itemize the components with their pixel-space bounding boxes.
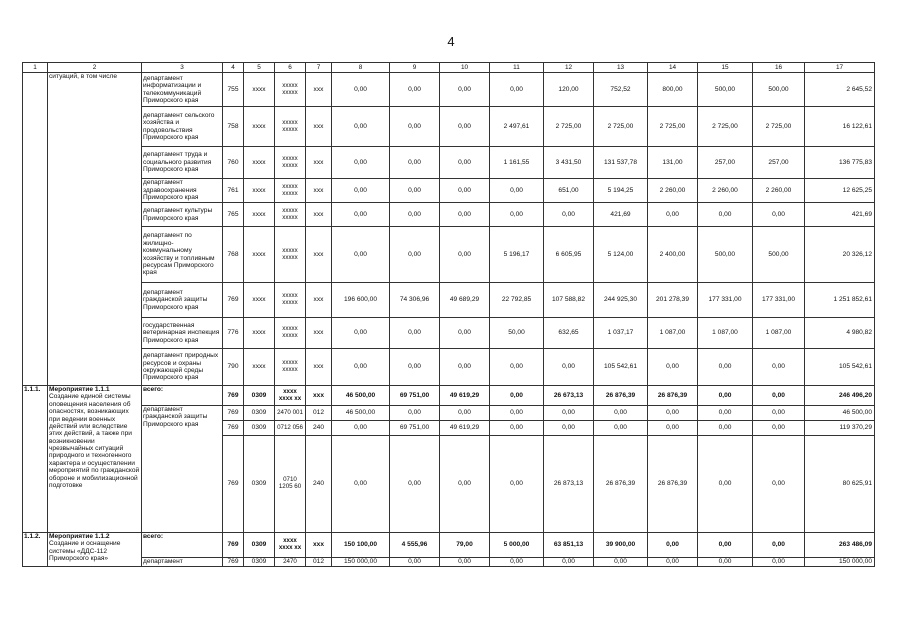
- cell-col6: ххххх ххххх: [275, 73, 306, 107]
- cell-value: 0,00: [390, 147, 440, 179]
- department-name: департамент культуры Приморского края: [142, 203, 223, 227]
- cell-value: 0,00: [698, 421, 753, 436]
- cell-col5: хххх: [244, 349, 275, 386]
- column-header: 11: [490, 63, 544, 73]
- cell-col4: 760: [223, 147, 244, 179]
- cell-col4: 769: [223, 283, 244, 318]
- cell-col6: ххххх ххххх: [275, 203, 306, 227]
- cell-value: 0,00: [490, 421, 544, 436]
- cell-value: 0,00: [698, 406, 753, 421]
- item-title: Мероприятие 1.1.1: [49, 386, 110, 393]
- cell-value: 131 537,78: [594, 147, 648, 179]
- cell-value: 0,00: [332, 179, 390, 203]
- cell-col5: 0309: [244, 406, 275, 421]
- cell-value: 0,00: [440, 558, 490, 567]
- cell-value: 0,00: [648, 203, 698, 227]
- cell-col7: ххх: [306, 318, 332, 349]
- cell-value: 5 196,17: [490, 227, 544, 283]
- cell-col5: хххх: [244, 318, 275, 349]
- cell-col6: 0712 056: [275, 421, 306, 436]
- cell-value: 39 900,00: [594, 533, 648, 558]
- table-row: [23, 558, 875, 567]
- cell-col6: ххххх ххххх: [275, 227, 306, 283]
- column-header: 2: [48, 63, 142, 73]
- cell-value: 0,00: [490, 436, 544, 533]
- code-cell: [23, 73, 48, 386]
- cell-value: 26 876,39: [594, 386, 648, 406]
- cell-col6: 2470: [275, 558, 306, 567]
- cell-value: 0,00: [390, 107, 440, 147]
- cell-value: 2 497,61: [490, 107, 544, 147]
- cell-value: 0,00: [648, 406, 698, 421]
- column-header: 15: [698, 63, 753, 73]
- cell-value: 80 625,91: [805, 436, 875, 533]
- cell-value: 26 673,13: [544, 386, 594, 406]
- cell-value: 244 925,30: [594, 283, 648, 318]
- department-name: департамент сельского хозяйства и продовольствия Приморского края: [142, 107, 223, 147]
- cell-value: 196 600,00: [332, 283, 390, 318]
- cell-value: 49 689,29: [440, 283, 490, 318]
- cell-value: 421,69: [594, 203, 648, 227]
- cell-value: 0,00: [594, 406, 648, 421]
- cell-col6: ххххх ххххх: [275, 349, 306, 386]
- cell-value: 0,00: [440, 107, 490, 147]
- cell-value: 120,00: [544, 73, 594, 107]
- cell-value: 0,00: [753, 421, 805, 436]
- cell-col6: ххххх ххххх: [275, 283, 306, 318]
- total-label: всего:: [142, 386, 223, 406]
- cell-value: 0,00: [332, 203, 390, 227]
- cell-value: 5 000,00: [490, 533, 544, 558]
- department-name: департамент труда и социального развития Приморского края: [142, 147, 223, 179]
- cell-value: 0,00: [332, 318, 390, 349]
- cell-value: 0,00: [490, 386, 544, 406]
- department-name: департамент гражданской защиты Приморского края: [142, 406, 223, 533]
- cell-col4: 761: [223, 179, 244, 203]
- cell-value: 2 645,52: [805, 73, 875, 107]
- cell-col4: 769: [223, 421, 244, 436]
- table-row: [23, 406, 875, 421]
- column-header: 8: [332, 63, 390, 73]
- column-header: 6: [275, 63, 306, 73]
- cell-value: 119 370,29: [805, 421, 875, 436]
- column-header: 13: [594, 63, 648, 73]
- cell-value: 0,00: [698, 203, 753, 227]
- cell-value: 0,00: [490, 406, 544, 421]
- cell-col6: ххххх ххххх: [275, 179, 306, 203]
- table-row: [23, 203, 875, 227]
- column-header: 10: [440, 63, 490, 73]
- cell-value: 246 496,20: [805, 386, 875, 406]
- cell-value: 0,00: [753, 349, 805, 386]
- cell-col6: ххххх ххххх: [275, 318, 306, 349]
- column-header: 9: [390, 63, 440, 73]
- cell-value: 263 486,09: [805, 533, 875, 558]
- cell-value: 177 331,00: [753, 283, 805, 318]
- cell-col4: 769: [223, 386, 244, 406]
- cell-value: 46 500,00: [332, 386, 390, 406]
- cell-value: 1 161,55: [490, 147, 544, 179]
- cell-col7: ххх: [306, 386, 332, 406]
- cell-value: 0,00: [544, 406, 594, 421]
- cell-value: 1 087,00: [698, 318, 753, 349]
- cell-col7: 240: [306, 436, 332, 533]
- cell-value: 752,52: [594, 73, 648, 107]
- cell-value: 2 725,00: [648, 107, 698, 147]
- cell-col5: хххх: [244, 227, 275, 283]
- cell-value: 0,00: [390, 203, 440, 227]
- cell-value: 74 306,96: [390, 283, 440, 318]
- cell-value: 0,00: [390, 179, 440, 203]
- cell-value: 105 542,61: [594, 349, 648, 386]
- cell-value: 2 725,00: [698, 107, 753, 147]
- cell-value: 0,00: [753, 386, 805, 406]
- cell-col4: 765: [223, 203, 244, 227]
- budget-table: [22, 62, 875, 567]
- cell-col5: хххх: [244, 73, 275, 107]
- cell-value: 0,00: [753, 436, 805, 533]
- cell-col5: хххх: [244, 203, 275, 227]
- cell-col5: 0309: [244, 558, 275, 567]
- cell-value: 0,00: [753, 406, 805, 421]
- cell-col7: ххх: [306, 107, 332, 147]
- cell-value: 0,00: [390, 73, 440, 107]
- cell-value: 0,00: [332, 73, 390, 107]
- cell-value: 0,00: [753, 533, 805, 558]
- column-header: 3: [142, 63, 223, 73]
- cell-col7: ххх: [306, 73, 332, 107]
- department-name: департамент информатизации и телекоммуникаций Приморского края: [142, 73, 223, 107]
- cell-value: 50,00: [490, 318, 544, 349]
- cell-value: 800,00: [648, 73, 698, 107]
- cell-col4: 768: [223, 227, 244, 283]
- item-description: [48, 533, 142, 567]
- cell-col6: 0710 1205 60: [275, 436, 306, 533]
- cell-col5: хххх: [244, 283, 275, 318]
- cell-value: 0,00: [440, 227, 490, 283]
- cell-value: 22 792,85: [490, 283, 544, 318]
- cell-col7: ххх: [306, 349, 332, 386]
- cell-value: 12 625,25: [805, 179, 875, 203]
- cell-value: 0,00: [490, 179, 544, 203]
- cell-value: 0,00: [753, 203, 805, 227]
- cell-value: 49 619,29: [440, 386, 490, 406]
- total-label: всего:: [142, 533, 223, 558]
- table-row: [23, 227, 875, 283]
- cell-col4: 758: [223, 107, 244, 147]
- cell-col6: хххх хххх хх: [275, 386, 306, 406]
- cell-value: 0,00: [332, 421, 390, 436]
- cell-value: 0,00: [332, 436, 390, 533]
- cell-value: 20 326,12: [805, 227, 875, 283]
- cell-value: 16 122,61: [805, 107, 875, 147]
- cell-value: 150 100,00: [332, 533, 390, 558]
- cell-col6: 2470 001: [275, 406, 306, 421]
- cell-value: 0,00: [440, 147, 490, 179]
- cell-value: 2 725,00: [753, 107, 805, 147]
- cell-value: 0,00: [698, 558, 753, 567]
- cell-value: 69 751,00: [390, 386, 440, 406]
- cell-col5: 0309: [244, 533, 275, 558]
- cell-value: 46 500,00: [332, 406, 390, 421]
- cell-value: 2 260,00: [753, 179, 805, 203]
- cell-value: 0,00: [440, 349, 490, 386]
- department-name: департамент по жилищно-коммунальному хозяйству и топливным ресурсам Приморского края: [142, 227, 223, 283]
- cell-value: 79,00: [440, 533, 490, 558]
- cell-value: 107 588,82: [544, 283, 594, 318]
- cell-value: 0,00: [648, 349, 698, 386]
- cell-value: 1 087,00: [753, 318, 805, 349]
- cell-col7: 012: [306, 406, 332, 421]
- cell-value: 0,00: [390, 318, 440, 349]
- cell-value: 0,00: [390, 436, 440, 533]
- cell-value: 0,00: [390, 558, 440, 567]
- cell-value: 0,00: [698, 386, 753, 406]
- cell-value: 26 876,39: [648, 386, 698, 406]
- cell-value: 0,00: [544, 349, 594, 386]
- cell-col7: ххх: [306, 147, 332, 179]
- cell-col5: 0309: [244, 436, 275, 533]
- cell-value: 1 251 852,61: [805, 283, 875, 318]
- cell-value: 0,00: [698, 533, 753, 558]
- cell-col7: ххх: [306, 533, 332, 558]
- cell-value: 1 087,00: [648, 318, 698, 349]
- cell-col7: ххх: [306, 227, 332, 283]
- cell-value: 0,00: [440, 179, 490, 203]
- cell-value: 0,00: [648, 533, 698, 558]
- cell-value: 500,00: [753, 227, 805, 283]
- column-header: 12: [544, 63, 594, 73]
- item-code: 1.1.1.: [23, 386, 48, 533]
- cell-col4: 769: [223, 533, 244, 558]
- cell-value: 3 431,50: [544, 147, 594, 179]
- cell-value: 0,00: [332, 147, 390, 179]
- cell-value: 0,00: [544, 203, 594, 227]
- cell-value: 26 876,39: [648, 436, 698, 533]
- cell-value: 150 000,00: [805, 558, 875, 567]
- cell-value: 0,00: [390, 349, 440, 386]
- cell-value: 651,00: [544, 179, 594, 203]
- cell-value: 2 260,00: [698, 179, 753, 203]
- cell-value: 2 260,00: [648, 179, 698, 203]
- cell-col7: ххх: [306, 179, 332, 203]
- cell-col4: 776: [223, 318, 244, 349]
- column-header: 14: [648, 63, 698, 73]
- cell-col4: 790: [223, 349, 244, 386]
- cell-value: 257,00: [753, 147, 805, 179]
- cell-col7: 240: [306, 421, 332, 436]
- cell-col7: 012: [306, 558, 332, 567]
- cell-col5: 0309: [244, 386, 275, 406]
- cell-value: 5 194,25: [594, 179, 648, 203]
- cell-value: 500,00: [698, 227, 753, 283]
- page-number: 4: [447, 34, 455, 49]
- cell-col5: хххх: [244, 107, 275, 147]
- cell-value: 131,00: [648, 147, 698, 179]
- table-row: [23, 318, 875, 349]
- cell-value: 0,00: [698, 349, 753, 386]
- cell-value: 4 555,96: [390, 533, 440, 558]
- cell-col6: ххххх ххххх: [275, 107, 306, 147]
- cell-value: 46 500,00: [805, 406, 875, 421]
- cell-value: 49 619,29: [440, 421, 490, 436]
- cell-value: 0,00: [753, 558, 805, 567]
- cell-value: 4 980,82: [805, 318, 875, 349]
- cell-value: 0,00: [648, 558, 698, 567]
- cell-value: 0,00: [440, 73, 490, 107]
- cell-value: 0,00: [440, 318, 490, 349]
- cell-value: 1 037,17: [594, 318, 648, 349]
- column-header: 16: [753, 63, 805, 73]
- cell-value: 2 725,00: [594, 107, 648, 147]
- cell-value: 201 278,39: [648, 283, 698, 318]
- table-row: [23, 283, 875, 318]
- cell-value: 2 400,00: [648, 227, 698, 283]
- cell-col4: 769: [223, 558, 244, 567]
- column-header: 4: [223, 63, 244, 73]
- cell-value: 0,00: [440, 436, 490, 533]
- item-description: [48, 386, 142, 533]
- cell-value: 0,00: [698, 436, 753, 533]
- cell-value: 63 851,13: [544, 533, 594, 558]
- cell-value: 632,65: [544, 318, 594, 349]
- cell-value: 177 331,00: [698, 283, 753, 318]
- cell-value: 26 873,13: [544, 436, 594, 533]
- table-row: [23, 73, 875, 107]
- cell-col7: ххх: [306, 203, 332, 227]
- cell-value: 69 751,00: [390, 421, 440, 436]
- cell-col4: 769: [223, 436, 244, 533]
- department-name: департамент природных ресурсов и охраны окружающей среды Приморского края: [142, 349, 223, 386]
- cell-col5: 0309: [244, 421, 275, 436]
- cell-value: 5 124,00: [594, 227, 648, 283]
- cell-col6: ххххх ххххх: [275, 147, 306, 179]
- column-header: 5: [244, 63, 275, 73]
- cell-value: 0,00: [332, 349, 390, 386]
- cell-value: 0,00: [332, 227, 390, 283]
- cell-value: 257,00: [698, 147, 753, 179]
- cell-col6: хххх хххх хх: [275, 533, 306, 558]
- table-row: [23, 533, 875, 558]
- cell-value: 500,00: [753, 73, 805, 107]
- cell-value: 0,00: [594, 421, 648, 436]
- table-row: [23, 147, 875, 179]
- cell-value: 0,00: [490, 73, 544, 107]
- department-name: государственная ветеринарная инспекция Приморского края: [142, 318, 223, 349]
- item-code: 1.1.2.: [23, 533, 48, 567]
- cell-value: 0,00: [648, 421, 698, 436]
- cell-value: 26 876,39: [594, 436, 648, 533]
- table-row: [23, 386, 875, 406]
- column-header: 7: [306, 63, 332, 73]
- table-row: [23, 63, 875, 73]
- cell-value: 136 775,83: [805, 147, 875, 179]
- cell-col5: хххх: [244, 147, 275, 179]
- cell-value: 0,00: [390, 406, 440, 421]
- cell-value: 2 725,00: [544, 107, 594, 147]
- cell-col5: хххх: [244, 179, 275, 203]
- column-header: 17: [805, 63, 875, 73]
- cell-value: 0,00: [440, 203, 490, 227]
- table-row: [23, 349, 875, 386]
- item-title: Мероприятие 1.1.2: [49, 533, 110, 540]
- cell-col4: 755: [223, 73, 244, 107]
- cell-value: 0,00: [594, 558, 648, 567]
- table-row: [23, 107, 875, 147]
- cell-value: 0,00: [332, 107, 390, 147]
- cell-col4: 769: [223, 406, 244, 421]
- cell-value: 0,00: [544, 421, 594, 436]
- cell-value: 105 542,61: [805, 349, 875, 386]
- cell-value: 0,00: [544, 558, 594, 567]
- cell-value: 421,69: [805, 203, 875, 227]
- table-row: [23, 179, 875, 203]
- department-name: департамент гражданской защиты Приморского края: [142, 283, 223, 318]
- cell-col7: ххх: [306, 283, 332, 318]
- cell-value: 0,00: [490, 349, 544, 386]
- cell-value: 0,00: [490, 203, 544, 227]
- department-name: департамент здравоохранения Приморского края: [142, 179, 223, 203]
- item-text: Создание и оснащение системы «ДДС-112 Приморского края»: [49, 540, 121, 563]
- department-name: департамент: [142, 558, 223, 567]
- cell-value: 0,00: [490, 558, 544, 567]
- item-description: ситуаций, в том числе: [48, 73, 142, 386]
- cell-value: 0,00: [390, 227, 440, 283]
- item-text: Создание единой системы оповещения населения об опасностях, возникающих при ведении военных действий или вследствие этих действий, а также при возникновении чрезвычайных ситуаций природного и техногенного характера и осуществлении мероприятий по гражданской обороне и мобилизационной подготовке: [49, 393, 140, 489]
- cell-value: 0,00: [440, 406, 490, 421]
- cell-value: 500,00: [698, 73, 753, 107]
- cell-value: 150 000,00: [332, 558, 390, 567]
- cell-value: 6 605,95: [544, 227, 594, 283]
- column-header: 1: [23, 63, 48, 73]
